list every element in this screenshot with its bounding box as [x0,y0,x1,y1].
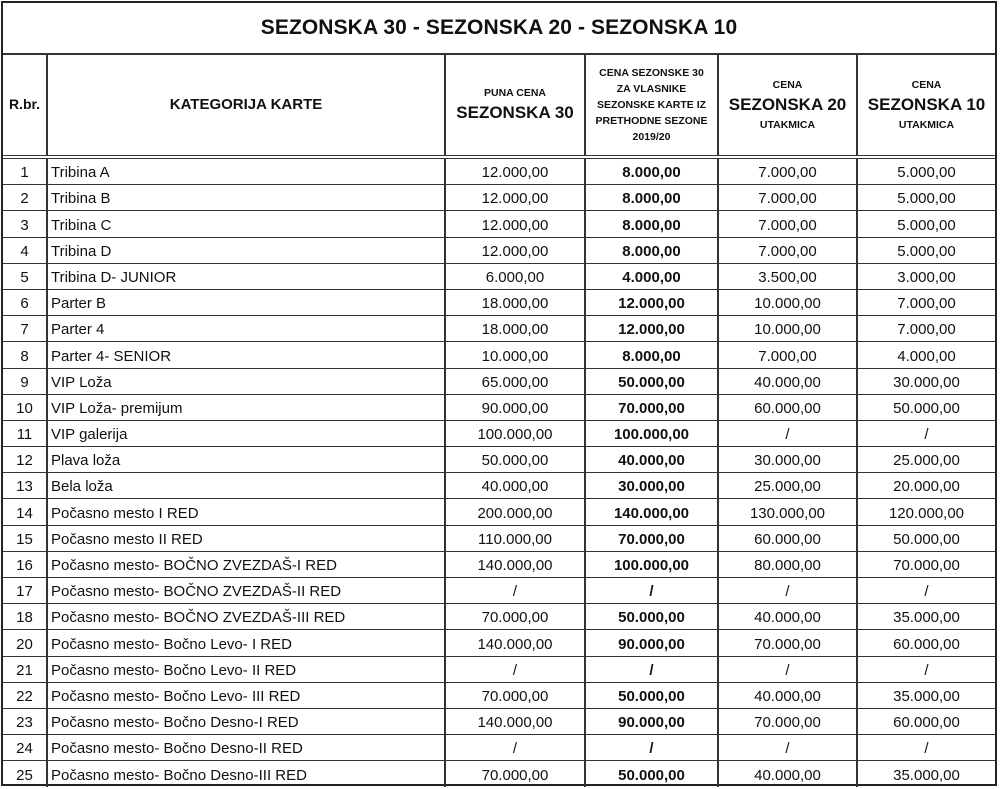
cell-kategorija: Počasno mesto- Bočno Levo- III RED [47,682,445,708]
cell-sezonska-20: 7.000,00 [718,342,857,368]
cell-sezonska-10: 5.000,00 [857,185,995,211]
cell-puna-cena: 40.000,00 [445,473,585,499]
cell-sezonska-20: 70.000,00 [718,708,857,734]
cell-sezonska-20: 70.000,00 [718,630,857,656]
cell-sezonska-10: 35.000,00 [857,682,995,708]
cell-sezonska-20: / [718,735,857,761]
cell-sezonska-20: 3.500,00 [718,263,857,289]
header-puna-top: PUNA CENA [483,87,547,99]
cell-puna-cena: 200.000,00 [445,499,585,525]
cell-sezonska-10: / [857,578,995,604]
cell-sezonska-10: 7.000,00 [857,289,995,315]
cell-sezonska-20: 40.000,00 [718,368,857,394]
header-row [3,55,995,157]
cell-cena-vlasnici: 140.000,00 [585,499,718,525]
table-row [3,211,995,237]
cell-puna-cena: 10.000,00 [445,342,585,368]
table-row [3,368,995,394]
cell-sezonska-10: 5.000,00 [857,157,995,185]
cell-cena-vlasnici: / [585,656,718,682]
table-row [3,525,995,551]
table-row [3,263,995,289]
cell-puna-cena: 140.000,00 [445,708,585,734]
table-row [3,499,995,525]
cell-puna-cena: 12.000,00 [445,157,585,185]
header-puna-cena [445,55,585,157]
cell-kategorija: VIP galerija [47,420,445,446]
cell-puna-cena: 70.000,00 [445,761,585,787]
cell-sezonska-10: 70.000,00 [857,551,995,577]
cell-sezonska-10: 5.000,00 [857,211,995,237]
cell-kategorija: Počasno mesto- Bočno Desno-III RED [47,761,445,787]
cell-cena-vlasnici: 8.000,00 [585,342,718,368]
cell-rbr: 17 [3,578,47,604]
cell-kategorija: Počasno mesto- BOČNO ZVEZDAŠ-III RED [47,604,445,630]
cell-rbr: 6 [3,289,47,315]
cell-sezonska-20: 60.000,00 [718,394,857,420]
table-body [3,157,995,787]
cell-rbr: 10 [3,394,47,420]
header-vlasnici-line2: ZA VLASNIKE [616,83,687,95]
cell-puna-cena: 90.000,00 [445,394,585,420]
cell-kategorija: Bela loža [47,473,445,499]
cell-cena-vlasnici: 90.000,00 [585,708,718,734]
table-row [3,735,995,761]
header-rbr-label: R.br. [8,96,41,112]
cell-cena-vlasnici: 30.000,00 [585,473,718,499]
cell-rbr: 18 [3,604,47,630]
cell-kategorija: VIP Loža [47,368,445,394]
cell-sezonska-20: 30.000,00 [718,447,857,473]
cell-kategorija: Počasno mesto- Bočno Levo- II RED [47,656,445,682]
cell-puna-cena: 12.000,00 [445,211,585,237]
cell-rbr: 5 [3,263,47,289]
table-row [3,630,995,656]
cell-rbr: 12 [3,447,47,473]
cell-kategorija: Počasno mesto- Bočno Desno-II RED [47,735,445,761]
cell-cena-vlasnici: 50.000,00 [585,761,718,787]
cell-rbr: 22 [3,682,47,708]
cell-rbr: 3 [3,211,47,237]
cell-rbr: 11 [3,420,47,446]
cell-rbr: 15 [3,525,47,551]
cell-puna-cena: 140.000,00 [445,551,585,577]
cell-cena-vlasnici: 90.000,00 [585,630,718,656]
header-kategorija-label: KATEGORIJA KARTE [169,96,323,113]
cell-sezonska-10: 120.000,00 [857,499,995,525]
cell-sezonska-10: 60.000,00 [857,630,995,656]
header-vlasnici-line3: SEZONSKE KARTE IZ [596,99,707,111]
cell-puna-cena: 12.000,00 [445,237,585,263]
table-title: SEZONSKA 30 - SEZONSKA 20 - SEZONSKA 10 [3,3,995,55]
header-vlasnici-line4: PRETHODNE SEZONE [595,115,708,127]
cell-cena-vlasnici: 70.000,00 [585,394,718,420]
header-sezonska-20 [718,55,857,157]
header-s20-top: CENA [772,79,803,91]
header-rbr [3,55,47,157]
cell-sezonska-20: 60.000,00 [718,525,857,551]
cell-rbr: 7 [3,316,47,342]
header-s20-big: SEZONSKA 20 [728,95,847,114]
cell-sezonska-10: / [857,420,995,446]
cell-sezonska-10: / [857,735,995,761]
cell-cena-vlasnici: 12.000,00 [585,316,718,342]
cell-rbr: 16 [3,551,47,577]
cell-rbr: 14 [3,499,47,525]
cell-sezonska-20: 10.000,00 [718,316,857,342]
cell-cena-vlasnici: 70.000,00 [585,525,718,551]
cell-sezonska-10: 50.000,00 [857,394,995,420]
table-row [3,342,995,368]
cell-sezonska-20: / [718,578,857,604]
cell-sezonska-20: 10.000,00 [718,289,857,315]
cell-puna-cena: 70.000,00 [445,682,585,708]
cell-puna-cena: 110.000,00 [445,525,585,551]
header-vlasnici-line5: 2019/20 [632,131,671,143]
header-puna-big: SEZONSKA 30 [456,103,574,122]
header-kategorija [47,55,445,157]
cell-sezonska-20: 7.000,00 [718,237,857,263]
cell-cena-vlasnici: 4.000,00 [585,263,718,289]
price-table-sheet [1,1,997,786]
cell-rbr: 24 [3,735,47,761]
cell-sezonska-20: 25.000,00 [718,473,857,499]
table-row [3,604,995,630]
cell-sezonska-10: / [857,656,995,682]
cell-sezonska-10: 35.000,00 [893,766,960,784]
cell-sezonska-10: 60.000,00 [857,708,995,734]
cell-sezonska-20: 7.000,00 [718,185,857,211]
cell-sezonska-20: 80.000,00 [718,551,857,577]
cell-kategorija: VIP Loža- premijum [47,394,445,420]
cell-puna-cena: 100.000,00 [445,420,585,446]
table-row [3,473,995,499]
cell-puna-cena: 6.000,00 [445,263,585,289]
cell-kategorija: Tribina A [47,157,445,185]
cell-cena-vlasnici: 40.000,00 [585,447,718,473]
cell-sezonska-20: 40.000,00 [718,604,857,630]
table-row [3,578,995,604]
table-row [3,447,995,473]
header-s10-big: SEZONSKA 10 [867,95,986,114]
cell-sezonska-20: 40.000,00 [718,761,857,787]
cell-puna-cena: / [445,656,585,682]
cell-puna-cena: 70.000,00 [445,604,585,630]
cell-sezonska-20: 7.000,00 [718,211,857,237]
header-vlasnici [585,55,718,157]
cell-cena-vlasnici: 8.000,00 [585,185,718,211]
cell-cena-vlasnici: 50.000,00 [585,368,718,394]
cell-puna-cena: 50.000,00 [445,447,585,473]
header-s10-top: CENA [911,79,942,91]
table-row [3,237,995,263]
cell-puna-cena: 18.000,00 [445,289,585,315]
cell-sezonska-10: 25.000,00 [857,447,995,473]
cell-kategorija: Počasno mesto II RED [47,525,445,551]
cell-rbr: 9 [3,368,47,394]
cell-sezonska-10: 3.000,00 [857,263,995,289]
cell-puna-cena: 12.000,00 [445,185,585,211]
cell-cena-vlasnici: 50.000,00 [585,604,718,630]
cell-rbr: 25 [3,761,47,787]
cell-sezonska-10: 7.000,00 [857,316,995,342]
table-row [3,289,995,315]
cell-sezonska-20: 130.000,00 [718,499,857,525]
cell-cena-vlasnici: 50.000,00 [585,682,718,708]
cell-sezonska-20: / [718,420,857,446]
cell-kategorija: Parter B [47,289,445,315]
cell-cena-vlasnici: 8.000,00 [585,157,718,185]
cell-kategorija: Počasno mesto- BOČNO ZVEZDAŠ-II RED [47,578,445,604]
cell-rbr: 20 [3,630,47,656]
cell-puna-cena: / [445,578,585,604]
cell-cena-vlasnici: 100.000,00 [585,420,718,446]
table-row [3,420,995,446]
cell-puna-cena: 65.000,00 [445,368,585,394]
price-table [3,55,995,787]
cell-sezonska-20: / [718,656,857,682]
cell-sezonska-10: 30.000,00 [857,368,995,394]
cell-rbr: 4 [3,237,47,263]
cell-kategorija: Parter 4 [47,316,445,342]
cell-puna-cena: 18.000,00 [445,316,585,342]
cell-rbr: 23 [3,708,47,734]
cell-sezonska-10: 4.000,00 [857,342,995,368]
cell-kategorija: Počasno mesto- Bočno Desno-I RED [47,708,445,734]
cell-kategorija: Tribina D [47,237,445,263]
header-vlasnici-line1: CENA SEZONSKE 30 [599,67,704,79]
table-row [3,656,995,682]
cell-cena-vlasnici: / [585,578,718,604]
cell-cena-vlasnici: 12.000,00 [585,289,718,315]
header-sezonska-10 [857,55,995,157]
cell-rbr: 1 [3,157,47,185]
header-s10-bottom: UTAKMICA [898,119,955,131]
cell-sezonska-10: 50.000,00 [857,525,995,551]
cell-sezonska-10: 35.000,00 [857,604,995,630]
cell-sezonska-10: 5.000,00 [857,237,995,263]
cell-kategorija: Plava loža [47,447,445,473]
cell-sezonska-20: 40.000,00 [718,682,857,708]
cell-kategorija: Počasno mesto I RED [47,499,445,525]
header-s20-bottom: UTAKMICA [759,119,816,131]
table-row [3,185,995,211]
cell-cena-vlasnici: 8.000,00 [585,211,718,237]
table-row [3,394,995,420]
cell-rbr: 13 [3,473,47,499]
cell-rbr: 21 [3,656,47,682]
table-row [3,761,995,787]
cell-kategorija: Tribina C [47,211,445,237]
cell-puna-cena: 140.000,00 [445,630,585,656]
cell-puna-cena: / [445,735,585,761]
cell-cena-vlasnici: 100.000,00 [585,551,718,577]
table-row [3,551,995,577]
table-row [3,157,995,185]
table-row [3,316,995,342]
cell-sezonska-20: 7.000,00 [718,157,857,185]
cell-kategorija: Tribina B [47,185,445,211]
cell-kategorija: Parter 4- SENIOR [47,342,445,368]
cell-cena-vlasnici: 8.000,00 [585,237,718,263]
cell-rbr: 8 [3,342,47,368]
cell-kategorija: Počasno mesto- Bočno Levo- I RED [47,630,445,656]
cell-kategorija: Tribina D- JUNIOR [47,263,445,289]
cell-cena-vlasnici: / [585,735,718,761]
cell-rbr: 2 [3,185,47,211]
table-row [3,708,995,734]
cell-sezonska-10: 20.000,00 [857,473,995,499]
cell-kategorija: Počasno mesto- BOČNO ZVEZDAŠ-I RED [47,551,445,577]
table-row [3,682,995,708]
